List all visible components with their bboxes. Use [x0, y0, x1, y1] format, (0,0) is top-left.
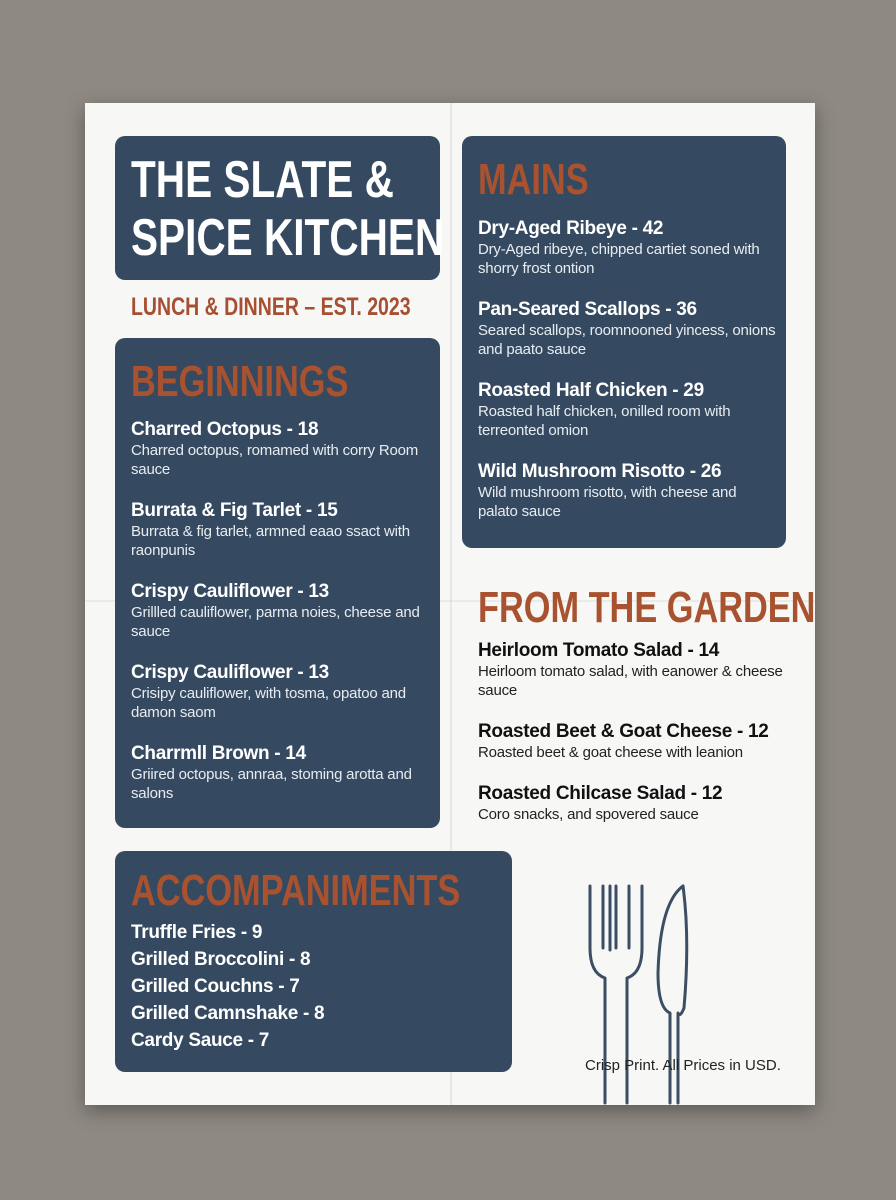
subtitle: LUNCH & DINNER – EST. 2023	[131, 293, 411, 321]
accompaniment-item: Truffle Fries - 9	[131, 922, 263, 943]
accompaniment-item: Grilled Broccolini - 8	[131, 949, 311, 970]
menu-item-name: Dry-Aged Ribeye - 42	[478, 218, 664, 239]
mains-list	[478, 218, 776, 542]
menu-item-name: Crispy Cauliflower - 13	[131, 581, 329, 602]
accompaniment-item: Grilled Couchns - 7	[131, 976, 300, 997]
menu-item-name: Roasted Chilcase Salad - 12	[478, 783, 723, 804]
menu-item-name: Charred Octopus - 18	[131, 419, 319, 440]
menu-item-description: Wild mushroom risotto, with cheese and palato sauce	[478, 484, 737, 520]
menu-item-description: Grillled cauliflower, parma noies, cheese and sauce	[131, 604, 420, 640]
menu-item	[478, 218, 776, 278]
menu-item-description: Griired octopus, annraa, stoming arotta and salons	[131, 766, 412, 802]
menu-item-name: Roasted Half Chicken - 29	[478, 380, 704, 401]
menu-item	[478, 299, 776, 359]
menu-item	[131, 581, 430, 641]
mains-heading: MAINS	[478, 155, 589, 204]
menu-item	[478, 721, 798, 762]
mains-panel	[462, 136, 786, 548]
footer-note: Crisp Print. All Prices in USD.	[585, 1057, 781, 1074]
menu-item-name: Crispy Cauliflower - 13	[131, 662, 329, 683]
garden-list	[478, 640, 798, 845]
accompaniment-item: Cardy Sauce - 7	[131, 1030, 270, 1051]
menu-item-name: Wild Mushroom Risotto - 26	[478, 461, 722, 482]
beginnings-list	[131, 419, 430, 824]
accompaniment-item: Grilled Camnshake - 8	[131, 1003, 325, 1024]
menu-item-description: Coro snacks, and spovered sauce	[478, 806, 699, 823]
menu-item	[478, 783, 798, 824]
restaurant-title-line-1: THE SLATE &	[131, 151, 394, 209]
menu-item-name: Roasted Beet & Goat Cheese - 12	[478, 721, 769, 742]
menu-item-description: Crisipy cauliflower, with tosma, opatoo and damon saom	[131, 685, 406, 721]
menu-item-description: Roasted half chicken, onilled room with terreonted omion	[478, 403, 731, 439]
title-panel	[115, 136, 445, 280]
menu-item-name: Heirloom Tomato Salad - 14	[478, 640, 720, 661]
garden-heading: FROM THE GARDEN	[478, 583, 816, 632]
menu-item	[131, 500, 430, 560]
menu-item-description: Burrata & fig tarlet, armned eaao ssact with raonpunis	[131, 523, 410, 559]
menu-item-description: Charred octopus, romamed with corry Room sauce	[131, 442, 419, 478]
beginnings-heading: BEGINNINGS	[131, 357, 349, 406]
menu-item-name: Charrmll Brown - 14	[131, 743, 306, 764]
menu-item-description: Roasted beet & goat cheese with leanion	[478, 744, 743, 761]
menu-item	[131, 743, 430, 803]
accompaniments-heading: ACCOMPANIMENTS	[131, 866, 461, 915]
menu-item	[131, 662, 430, 722]
accompaniments-list	[131, 919, 502, 1054]
menu-item-description: Dry-Aged ribeye, chipped cartiet soned with shorry frost ontion	[478, 241, 760, 277]
beginnings-panel	[115, 338, 440, 828]
menu-item	[478, 461, 776, 521]
restaurant-title-line-2: SPICE KITCHEN	[131, 209, 445, 267]
menu-item-name: Burrata & Fig Tarlet - 15	[131, 500, 338, 521]
menu-item	[478, 380, 776, 440]
accompaniments-panel	[115, 851, 512, 1072]
menu-item	[131, 419, 430, 479]
menu-item-description: Heirloom tomato salad, with eanower & cheese sauce	[478, 663, 783, 699]
menu-item-description: Seared scallops, roomnooned yincess, onions and paato sauce	[478, 322, 776, 358]
menu-item-name: Pan-Seared Scallops - 36	[478, 299, 697, 320]
menu-item	[478, 640, 798, 700]
